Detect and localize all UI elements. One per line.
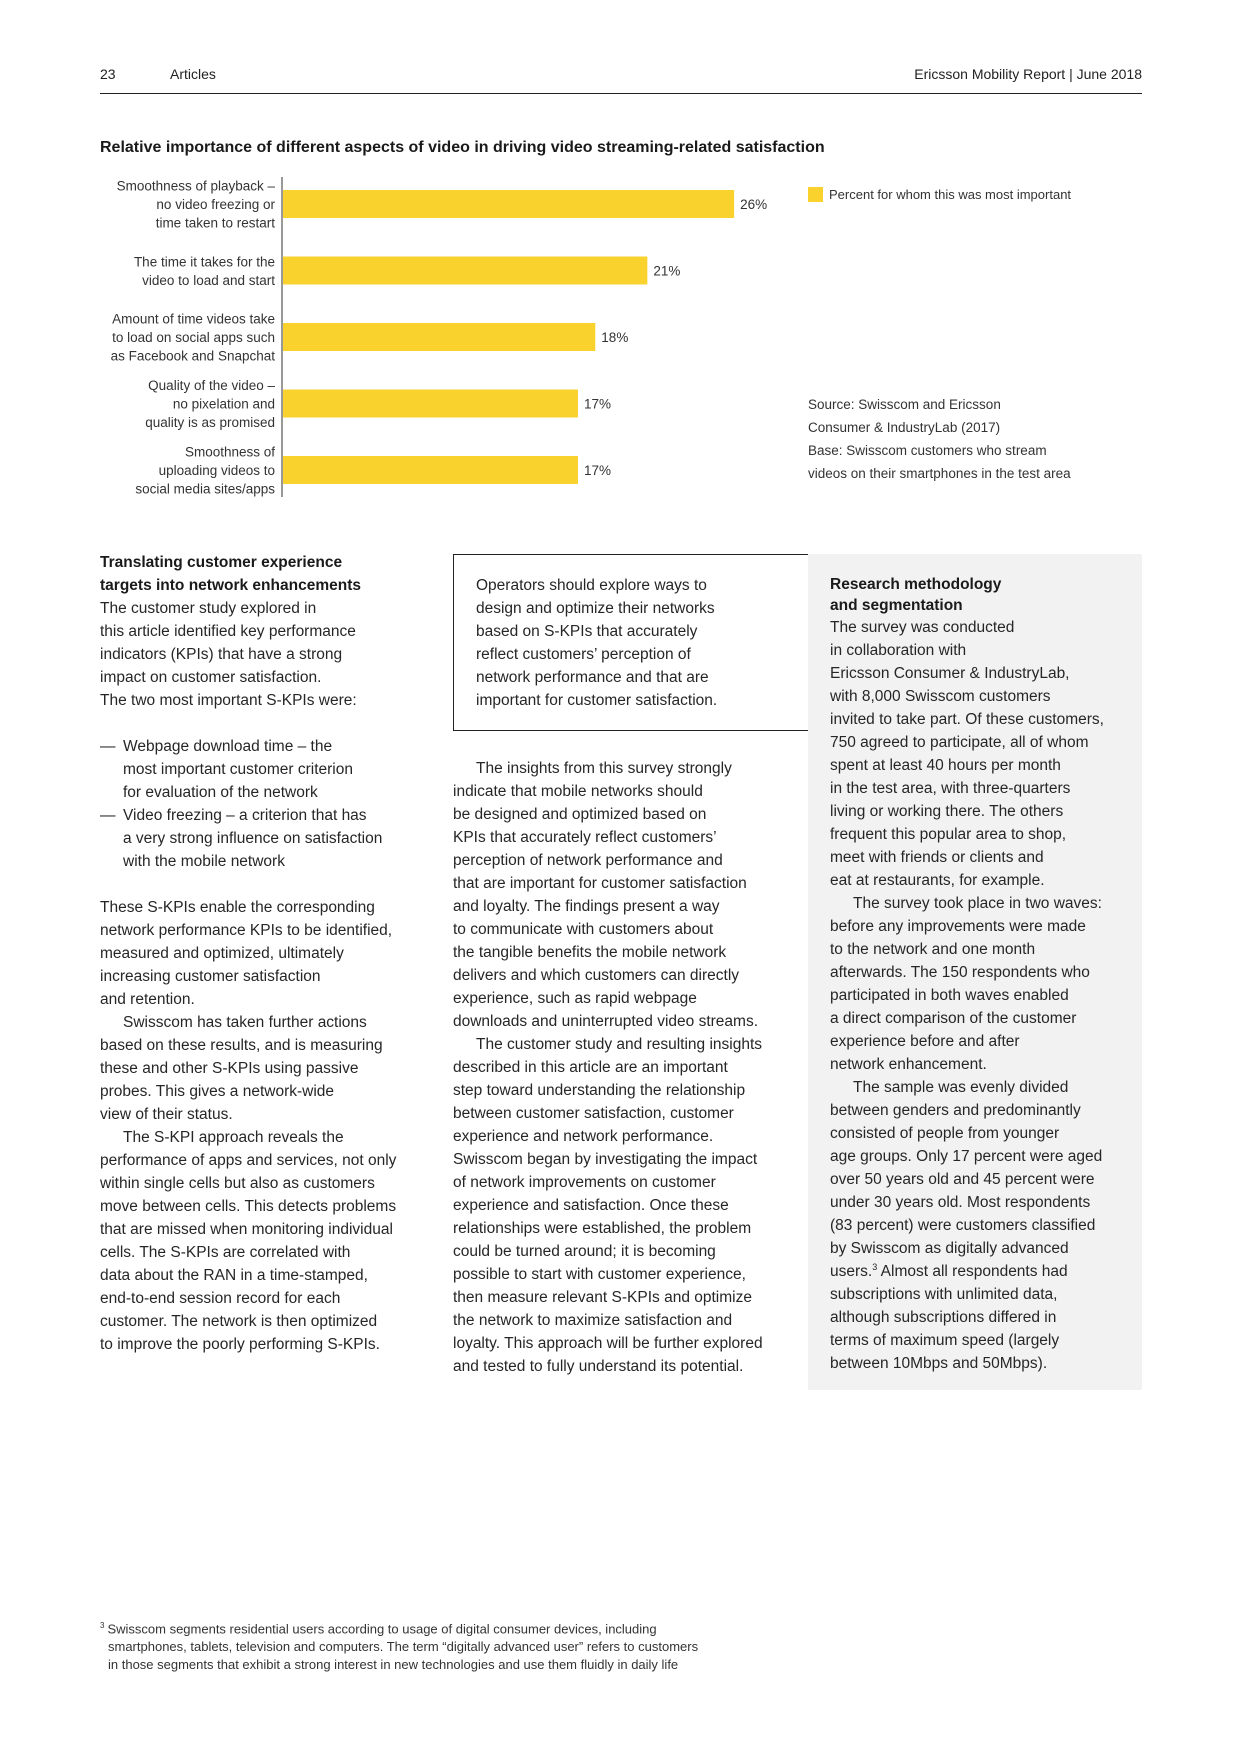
body-paragraph: The S-KPI approach reveals the performance of apps and services, not only within single cells but also as customers move between cells. This detects problems that are missed when monitoring individual cells. The S-KPIs are correlated with data about the RAN in a time-stamped, end-to-end session record for each customer. The network is then optimized to improve the poorly performing S-KPIs.: [100, 1129, 397, 1353]
footnote-line: in those segments that exhibit a strong interest in new technologies and use them fluidly in daily life: [108, 1657, 679, 1673]
header-divider: [100, 93, 1142, 94]
category-label-line: Amount of time videos take: [112, 311, 275, 327]
footnote-ref: 3: [872, 1261, 878, 1272]
bar-value-label: 26%: [740, 197, 768, 212]
category-label-line: The time it takes for the: [133, 254, 275, 270]
category-label: [111, 312, 276, 364]
category-label: [117, 179, 276, 231]
legend-swatch: [808, 187, 823, 202]
body-paragraph: Swisscom has taken further actions based on these results, and is measuring these and other S-KPIs using passive probes. This gives a network-wide view of their status.: [100, 1014, 383, 1123]
category-label-line: to load on social apps such: [112, 330, 275, 345]
category-label-line: no pixelation and: [172, 396, 275, 412]
bar: [283, 456, 578, 484]
column-1: [100, 551, 418, 1356]
body-paragraph: These S-KPIs enable the corresponding network performance KPIs to be identified, measured and optimized, ultimately increasing customer satisfaction and retention.: [100, 899, 393, 1008]
page-number: 23: [100, 66, 116, 82]
list-item: — Webpage download time – the most important customer criterion for evaluation of the network: [100, 735, 418, 804]
source-line: Consumer & IndustryLab (2017): [808, 420, 1001, 435]
footnote-line: Swisscom segments residential users according to usage of digital consumer devices, including: [107, 1621, 657, 1637]
body-paragraph: The insights from this survey strongly indicate that mobile networks should be designed and optimized based on KPIs that accurately reflect customers’ perception of network performance and that are important for customer satisfaction and loyalty. The findings present a way to communicate with customers about the tangible benefits the mobile network delivers and which customers can directly experience, such as rapid webpage downloads and uninterrupted video streams.: [453, 760, 759, 1030]
bar: [283, 190, 734, 218]
bar: [283, 323, 595, 351]
category-label: [145, 378, 275, 430]
footnote: [100, 1617, 800, 1674]
chart-source: [808, 393, 1128, 485]
sidebar-heading: Research methodology and segmentation: [830, 576, 1002, 614]
heading-line: Translating customer experience: [100, 554, 343, 571]
bar: [283, 390, 578, 418]
bar-value-label: 17%: [583, 463, 611, 478]
chart-legend: [808, 187, 1071, 202]
category-label-line: no video freezing or: [156, 197, 275, 212]
body-paragraph: The customer study and resulting insights described in this article are an important step toward understanding the relationship between customer satisfaction, customer experience and network performance. Swisscom began by investigating the impact of network improvements on customer experience and satisfaction. Once these relationships were established, the problem could be turned around; it is becoming possible to start with customer experience, then measure relevant S-KPIs and optimize the network to maximize satisfaction and loyalty. This approach will be further explored and tested to fully understand its potential.: [453, 1036, 763, 1375]
kpi-bullet-list: [100, 735, 418, 873]
category-label-line: quality is as promised: [145, 415, 275, 430]
heading-line: targets into network enhancements: [100, 577, 361, 594]
category-label-line: uploading videos to: [158, 463, 275, 478]
source-line: videos on their smartphones in the test area: [808, 466, 1071, 481]
source-line: Source: Swisscom and Ericsson: [808, 397, 1001, 412]
category-label-line: social media sites/apps: [135, 481, 275, 497]
category-label-line: Quality of the video –: [148, 378, 275, 393]
bar: [283, 257, 647, 285]
pull-quote: Operators should explore ways to design and optimize their networks based on S-KPIs that accurately reflect customers’ perception of network performance and that are important for customer satisfaction.: [453, 554, 817, 731]
category-label: [135, 445, 275, 497]
bar-chart: [100, 175, 780, 505]
category-label-line: time taken to restart: [155, 215, 275, 231]
bar-value-label: 18%: [601, 330, 629, 345]
body-paragraph: The survey was conducted in collaboration with Ericsson Consumer & IndustryLab, with 8,000 Swisscom customers invited to take part. Of these customers, 750 agreed to participate, all of whom spent at least 40 hours per month in the test area, with three-quarters living or working there. The others frequent this popular area to shop, meet with friends or clients and eat at restaurants, for example.: [830, 619, 1104, 889]
category-label: [134, 254, 275, 288]
section-heading: [100, 551, 418, 597]
category-label-line: Smoothness of: [184, 444, 275, 460]
methodology-sidebar: [808, 554, 1142, 1390]
bar-value-label: 17%: [583, 396, 611, 412]
bar-value-label: 21%: [653, 263, 681, 279]
body-paragraph: The survey took place in two waves: before any improvements were made to the network and one month afterwards. The 150 respondents who participated in both waves enabled a direct comparison of the customer experience before and after network enhancement.: [830, 895, 1102, 1073]
report-title: Ericsson Mobility Report | June 2018: [914, 66, 1142, 82]
footnote-mark: 3: [100, 1621, 105, 1630]
section-name: Articles: [170, 66, 216, 82]
list-item: — Video freezing – a criterion that has a very strong influence on satisfaction with the mobile network: [100, 804, 418, 873]
footnote-line: smartphones, tablets, television and computers. The term “digitally advanced user” refers to customers: [108, 1639, 699, 1655]
category-label-line: as Facebook and Snapchat: [110, 348, 275, 364]
chart-title: Relative importance of different aspects of video in driving video streaming-related satisfaction: [100, 139, 825, 156]
category-label-line: Smoothness of playback –: [116, 178, 275, 194]
source-line: Base: Swisscom customers who stream: [808, 443, 1047, 458]
body-paragraph: The sample was evenly divided between genders and predominantly consisted of people from younger age groups. Only 17 percent were aged over 50 years old and 45 percent were under 30 years old. Most respondents (83 percent) were customers classified by Swisscom as digitally advanced users.$^3$ Almost all respondents had subscriptions with unlimited data, although subscriptions differed in terms of maximum speed (largely between 10Mbps and 50Mbps).: [830, 1079, 1103, 1372]
column-2: [453, 757, 788, 1378]
intro-paragraph: The customer study explored in this article identified key performance indicators (KPIs) that have a strong impact on customer satisfaction. The two most important S-KPIs were:: [100, 600, 357, 709]
legend-label: Percent for whom this was most important: [829, 187, 1072, 202]
category-label-line: video to load and start: [142, 272, 275, 288]
